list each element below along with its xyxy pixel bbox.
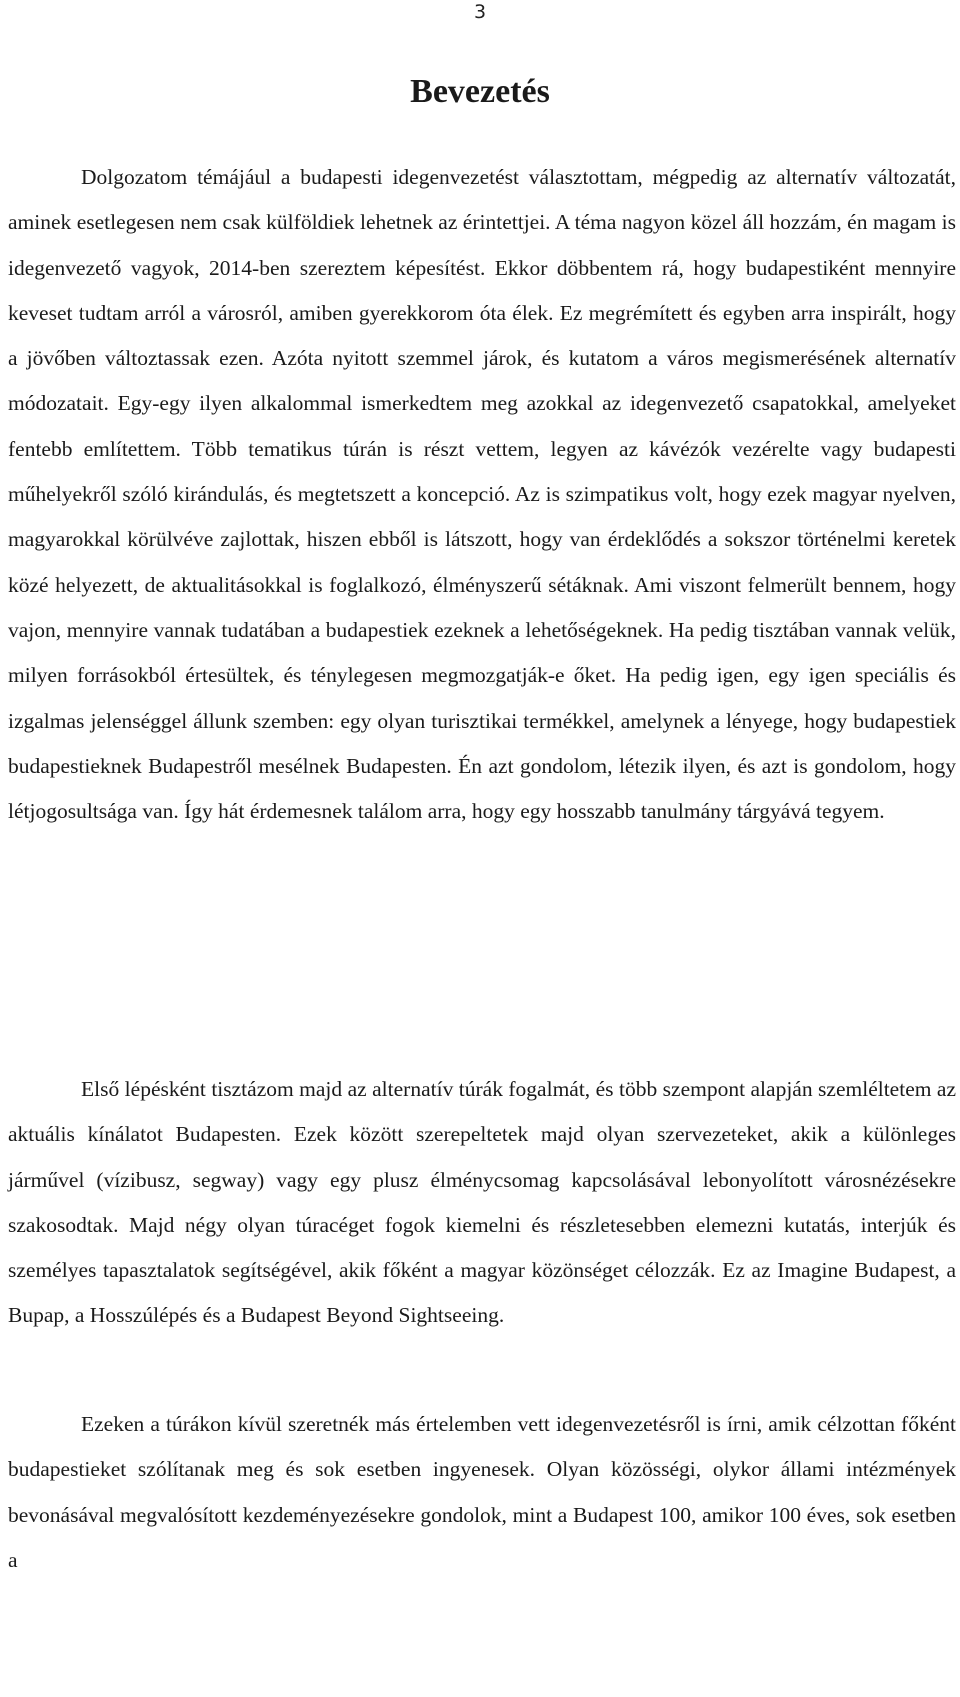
paragraph-method: Első lépésként tisztázom majd az alternatív túrák fogalmát, és több szempont alapján szemléltetem az aktuális kínálatot Budapesten. Ezek között szerepeltetek majd olyan szervezeteket, akik a különleges járművel (vízibusz, segway) vagy egy plusz élménycsomag kapcsolásával lebonyolított városnézésekre szakosodtak. Majd négy olyan túracéget fogok kiemelni és részletesebben elemezni kutatás, interjúk és személyes tapasztalatok segítségével, akik főként a magyar közönséget célozzák. Ez az Imagine Budapest, a Bupap, a Hosszúlépés és a Budapest Beyond Sightseeing.	[8, 1077, 956, 1328]
paragraph-other-tours: Ezeken a túrákon kívül szeretnék más értelemben vett idegenvezetésről is írni, amik célzottan főként budapestieket szólítanak meg és sok esetben ingyenesek. Olyan közösségi, olykor állami intézmények bevonásával megvalósított kezdeményezésekre gondolok, mint a Budapest 100, amikor 100 éves, sok esetben a	[8, 1412, 956, 1572]
page-title: Bevezetés	[410, 73, 550, 110]
page-number: 3	[473, 1, 487, 23]
paragraph-intro: Dolgozatom témájául a budapesti idegenvezetést választottam, mégpedig az alternatív változatát, aminek esetlegesen nem csak külföldiek lehetnek az érintettjei. A téma nagyon közel áll hozzám, én magam is idegenvezető vagyok, 2014-ben szereztem képesítést. Ekkor döbbentem rá, hogy budapestiként mennyire keveset tudtam arról a városról, amiben gyerekkorom óta élek. Ez megrémített és egyben arra inspirált, hogy a jövőben változtassak ezen. Azóta nyitott szemmel járok, és kutatom a város megismerésének alternatív módozatait. Egy-egy ilyen alkalommal ismerkedtem meg azokkal az idegenvezető csapatokkal, amelyeket fentebb említettem. Több tematikus túrán is részt vettem, legyen az kávézók vezérelte vagy budapesti műhelyekről szóló kirándulás, és megtetszett a koncepció. Az is szimpatikus volt, hogy ezek magyar nyelven, magyarokkal körülvéve zajlottak, hiszen ebből is látszott, hogy van érdeklődés a sokszor történelmi keretek közé helyezett, de aktualitásokkal is foglalkozó, élményszerű sétáknak. Ami viszont felmerült bennem, hogy vajon, mennyire vannak tudatában a budapestiek ezeknek a lehetőségeknek. Ha pedig tisztában vannak velük, milyen forrásokból értesültek, és ténylegesen megmozgatják-e őket. Ha pedig igen, egy igen speciális és izgalmas jelenséggel állunk szemben: egy olyan turisztikai termékkel, amelynek a lényege, hogy budapestiek budapestieknek Budapestről mesélnek Budapesten. Én azt gondolom, létezik ilyen, és azt is gondolom, hogy létjogosultsága van. Így hát érdemesnek találom arra, hogy egy hosszabb tanulmány tárgyává tegyem.	[8, 165, 956, 824]
